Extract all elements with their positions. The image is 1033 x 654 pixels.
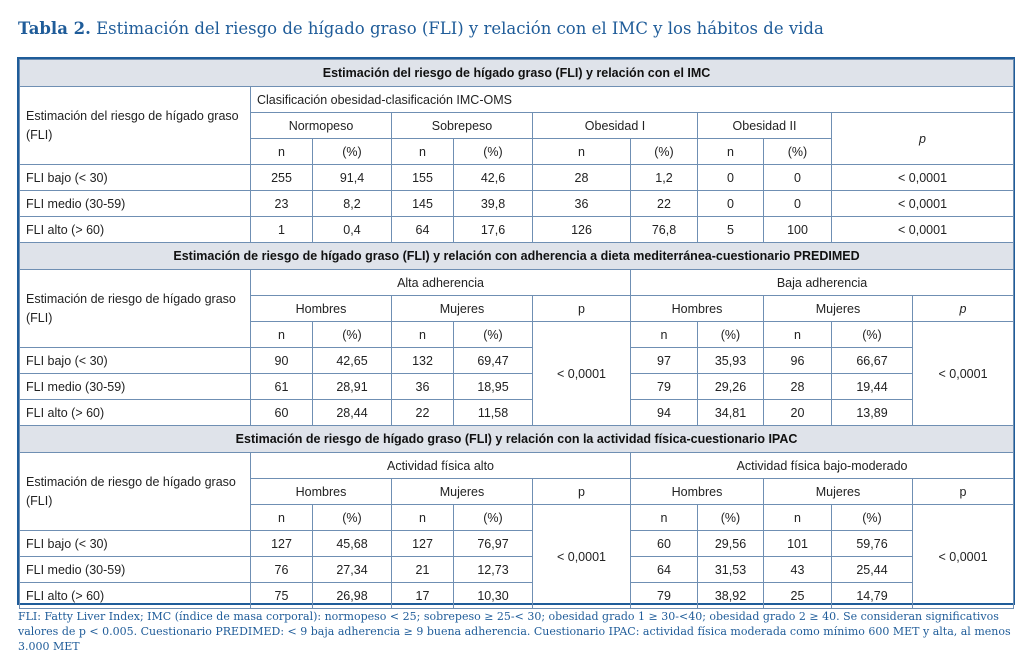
cell: 127 [392,531,454,557]
p-value: < 0,0001 [832,191,1014,217]
row-label: FLI bajo (< 30) [20,531,251,557]
cell: 64 [392,217,454,243]
cell: 42,6 [454,165,533,191]
cell: 39,8 [454,191,533,217]
women-header: Mujeres [764,479,913,505]
row-label: FLI alto (> 60) [20,217,251,243]
cell: 60 [251,400,313,426]
n-header: n [392,139,454,165]
cell: 0 [764,191,832,217]
cell: 14,79 [832,583,913,609]
cell: 45,68 [313,531,392,557]
section1-title: Estimación del riesgo de hígado graso (FLI) y relación con el IMC [20,60,1014,87]
cell: 100 [764,217,832,243]
cell: 36 [533,191,631,217]
section1-title-row [20,60,1014,87]
n-header: n [251,139,313,165]
men-header: Hombres [251,296,392,322]
table-footnote: FLI: Fatty Liver Index; IMC (índice de masa corporal): normopeso < 25; sobrepeso ≥ 25-< 30; obesidad grado 1 ≥ 30-<40; obesidad grado 2 ≥ 40. Se consideran significativos valores de p < 0.005. Cuestionario PREDIMED: < 9 baja adherencia ≥ 9 buena adherencia. Cuestionario IPAC: actividad física moderada como mínimo 600 MET y alta, al menos 3.000 MET [18,610,1011,653]
n-header: n [631,322,698,348]
n-header: n [698,139,764,165]
pct-header: (%) [832,322,913,348]
pct-header: (%) [313,505,392,531]
n-header: n [392,322,454,348]
cell: 25 [764,583,832,609]
section2-corner-label: Estimación de riesgo de hígado graso (FLI) [20,270,251,348]
pct-header: (%) [454,139,533,165]
cell: 96 [764,348,832,374]
cell: 28,44 [313,400,392,426]
cell: 28,91 [313,374,392,400]
cell: 22 [631,191,698,217]
cell: 76,8 [631,217,698,243]
cell: 28 [533,165,631,191]
table-row [20,348,1014,374]
row-label: FLI medio (30-59) [20,191,251,217]
cell: 5 [698,217,764,243]
section2-title: Estimación de riesgo de hígado graso (FLI) y relación con adherencia a dieta mediterránea-cuestionario PREDIMED [20,243,1014,270]
cell: 0,4 [313,217,392,243]
pct-header: (%) [698,322,764,348]
table-row [20,217,1014,243]
table-row [20,191,1014,217]
pct-header: (%) [832,505,913,531]
group-header-left: Actividad física alto [251,453,631,479]
p-header: p [913,296,1014,322]
n-header: n [764,505,832,531]
row-label: FLI alto (> 60) [20,400,251,426]
cell: 0 [698,191,764,217]
cell: 12,73 [454,557,533,583]
p-value: < 0,0001 [832,217,1014,243]
cell: 22 [392,400,454,426]
pct-header: (%) [313,139,392,165]
women-header: Mujeres [392,296,533,322]
cell: 91,4 [313,165,392,191]
table-row [20,165,1014,191]
pct-header: (%) [764,139,832,165]
p-header: p [533,479,631,505]
cell: 10,30 [454,583,533,609]
cell: 19,44 [832,374,913,400]
group-header-right: Actividad física bajo-moderado [631,453,1014,479]
pct-header: (%) [313,322,392,348]
pct-header: (%) [631,139,698,165]
cell: 18,95 [454,374,533,400]
row-label: FLI alto (> 60) [20,583,251,609]
n-header: n [631,505,698,531]
section3-corner-label: Estimación de riesgo de hígado graso (FLI) [20,453,251,531]
group-header: Obesidad I [533,113,698,139]
cell: 145 [392,191,454,217]
cell: 79 [631,583,698,609]
pct-header: (%) [454,505,533,531]
cell: 36 [392,374,454,400]
n-header: n [251,322,313,348]
cell: 0 [698,165,764,191]
cell: 42,65 [313,348,392,374]
cell: 29,56 [698,531,764,557]
p-value-right: < 0,0001 [913,322,1014,426]
n-header: n [251,505,313,531]
cell: 101 [764,531,832,557]
cell: 59,76 [832,531,913,557]
p-header: p [913,479,1014,505]
caption-label: Tabla 2. [18,19,91,38]
cell: 127 [251,531,313,557]
men-header: Hombres [631,296,764,322]
cell: 255 [251,165,313,191]
group-header: Obesidad II [698,113,832,139]
cell: 1 [251,217,313,243]
pct-header: (%) [698,505,764,531]
section2-title-row [20,243,1014,270]
results-table [19,59,1014,609]
pct-header: (%) [454,322,533,348]
cell: 34,81 [698,400,764,426]
table-row [20,557,1014,583]
cell: 29,26 [698,374,764,400]
cell: 17 [392,583,454,609]
cell: 21 [392,557,454,583]
cell: 17,6 [454,217,533,243]
table-row [20,583,1014,609]
cell: 11,58 [454,400,533,426]
p-value-right: < 0,0001 [913,505,1014,609]
cell: 69,47 [454,348,533,374]
cell: 28 [764,374,832,400]
cell: 79 [631,374,698,400]
men-header: Hombres [631,479,764,505]
cell: 1,2 [631,165,698,191]
cell: 132 [392,348,454,374]
caption-title: Estimación del riesgo de hígado graso (FLI) y relación con el IMC y los hábitos de vida [96,19,824,38]
cell: 26,98 [313,583,392,609]
cell: 60 [631,531,698,557]
cell: 90 [251,348,313,374]
group-header-left: Alta adherencia [251,270,631,296]
women-header: Mujeres [764,296,913,322]
cell: 76,97 [454,531,533,557]
cell: 75 [251,583,313,609]
cell: 76 [251,557,313,583]
p-value-left: < 0,0001 [533,505,631,609]
p-header: p [533,296,631,322]
cell: 23 [251,191,313,217]
table-caption [18,19,824,38]
cell: 97 [631,348,698,374]
row-label: FLI medio (30-59) [20,557,251,583]
cell: 155 [392,165,454,191]
cell: 31,53 [698,557,764,583]
cell: 43 [764,557,832,583]
n-header: n [764,322,832,348]
p-header: p [832,113,1014,165]
table-row [20,531,1014,557]
p-value: < 0,0001 [832,165,1014,191]
table-row [20,400,1014,426]
n-header: n [533,139,631,165]
cell: 94 [631,400,698,426]
row-label: FLI medio (30-59) [20,374,251,400]
cell: 38,92 [698,583,764,609]
cell: 126 [533,217,631,243]
cell: 64 [631,557,698,583]
row-label: FLI bajo (< 30) [20,348,251,374]
n-header: n [392,505,454,531]
cell: 27,34 [313,557,392,583]
section1-group-title: Clasificación obesidad-clasificación IMC-OMS [251,87,1014,113]
women-header: Mujeres [392,479,533,505]
table-row [20,374,1014,400]
section1-corner-label: Estimación del riesgo de hígado graso (FLI) [20,87,251,165]
cell: 66,67 [832,348,913,374]
section3-title: Estimación de riesgo de hígado graso (FLI) y relación con la actividad física-cuestionario IPAC [20,426,1014,453]
men-header: Hombres [251,479,392,505]
group-header-right: Baja adherencia [631,270,1014,296]
group-header: Sobrepeso [392,113,533,139]
row-label: FLI bajo (< 30) [20,165,251,191]
cell: 8,2 [313,191,392,217]
cell: 35,93 [698,348,764,374]
p-value-left: < 0,0001 [533,322,631,426]
cell: 61 [251,374,313,400]
cell: 13,89 [832,400,913,426]
section3-title-row [20,426,1014,453]
group-header: Normopeso [251,113,392,139]
cell: 25,44 [832,557,913,583]
cell: 20 [764,400,832,426]
cell: 0 [764,165,832,191]
